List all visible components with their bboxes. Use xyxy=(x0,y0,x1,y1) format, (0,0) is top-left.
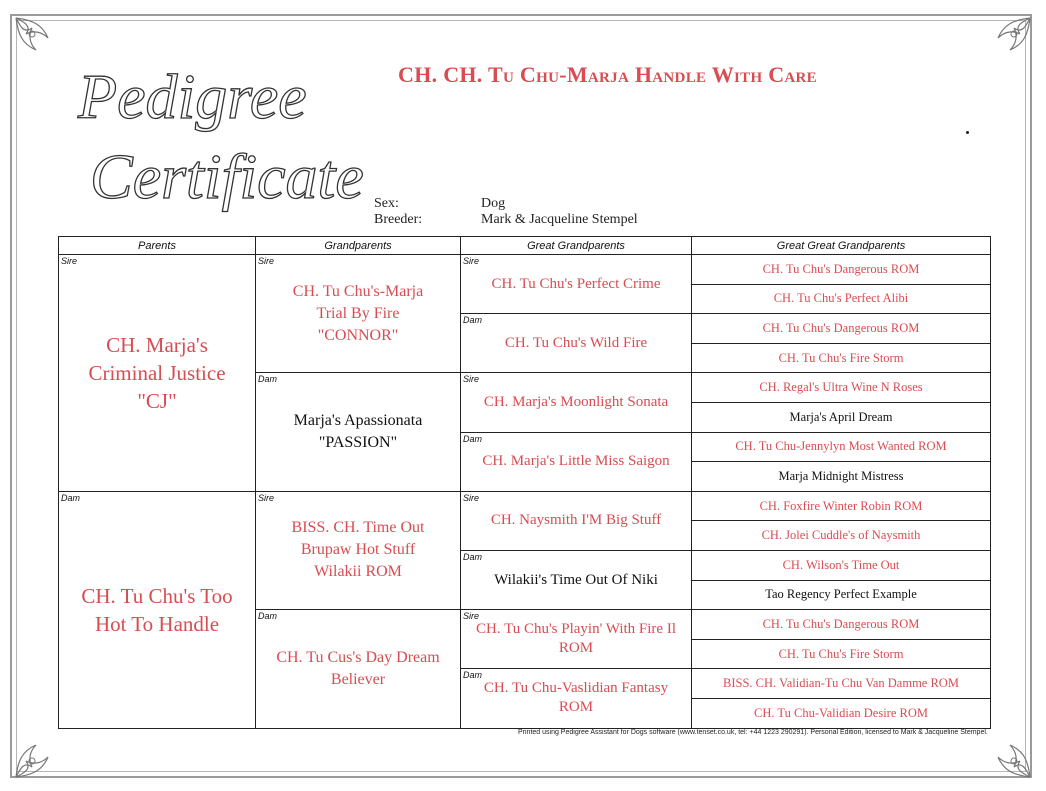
dog-cell xyxy=(692,521,991,551)
dog-name-line: CH. Tu Chu's Perfect Crime xyxy=(491,275,661,292)
dog-name: CH. Tu Chu-Validian Desire ROM xyxy=(754,705,928,720)
sire-tag: Sire xyxy=(463,492,480,503)
dam-tag: Dam xyxy=(463,670,483,681)
dog-name-line: "PASSION" xyxy=(318,434,398,452)
dog-name-title: CH. CH. Tu Chu-Marja Handle With Care xyxy=(398,62,817,87)
logo-line-2: Certificate xyxy=(90,141,364,212)
sex-value: Dog xyxy=(481,196,506,211)
sire-tag: Sire xyxy=(463,256,480,266)
dam-tag: Dam xyxy=(258,611,278,622)
sire-tag: Sire xyxy=(463,374,480,385)
column-header: Great Great Grandparents xyxy=(692,237,991,255)
dog-name-line: CH. Tu Chu's Wild Fire xyxy=(504,334,648,351)
dog-name xyxy=(461,334,691,353)
column-header: Great Grandparents xyxy=(461,237,692,255)
dog-name-line: CH. Tu Chu's Playin' With Fire Il xyxy=(476,621,676,638)
dog-name: Marja's April Dream xyxy=(789,409,893,424)
dog-cell xyxy=(59,491,256,728)
dog-name: Tao Regency Perfect Example xyxy=(765,587,917,602)
dog-name xyxy=(256,410,460,454)
dog-name xyxy=(256,517,460,583)
dog-cell xyxy=(461,669,692,728)
dog-name xyxy=(59,331,255,415)
dog-name-line: Trial By Fire xyxy=(316,304,400,322)
dog-cell xyxy=(692,343,991,373)
dog-name-line: Marja's Apassionata xyxy=(293,412,423,430)
pedigree-certificate-logo xyxy=(64,48,364,218)
dog-name-line: "CJ" xyxy=(137,388,177,413)
corner-ornament-icon xyxy=(12,14,72,74)
dog-cell xyxy=(692,255,991,285)
dog-name: CH. Jolei Cuddle's of Naysmith xyxy=(761,528,921,543)
dog-cell xyxy=(256,491,461,609)
dog-cell xyxy=(692,284,991,314)
dog-name xyxy=(461,511,691,530)
dog-name: CH. Tu Chu's Fire Storm xyxy=(778,350,904,365)
dog-name-line: CH. Marja's Moonlight Sonata xyxy=(483,393,669,410)
dog-name-line: CH. Tu Chu's Too xyxy=(81,583,233,608)
dog-cell xyxy=(256,373,461,491)
dog-name-line: Believer xyxy=(330,670,386,688)
speck xyxy=(966,131,969,134)
dog-cell xyxy=(256,255,461,373)
dog-name-line: CH. Marja's Little Miss Saigon xyxy=(482,453,670,470)
dog-name-line: Brupaw Hot Stuff xyxy=(300,541,416,559)
dog-name xyxy=(256,647,460,691)
dog-name-line: CH. Tu Chu's-Marja xyxy=(292,282,424,300)
column-header: Grandparents xyxy=(256,237,461,255)
dog-cell xyxy=(461,432,692,491)
dog-name xyxy=(461,275,691,294)
corner-ornament-icon xyxy=(12,721,72,781)
dog-cell xyxy=(692,550,991,580)
dog-cell xyxy=(692,373,991,403)
dog-name: CH. Tu Chu's Dangerous ROM xyxy=(762,261,920,276)
dog-name-line: CH. Tu Chu-Vaslidian Fantasy xyxy=(483,680,669,697)
logo-line-1: Pedigree xyxy=(78,61,307,132)
dog-name: CH. Tu Chu's Dangerous ROM xyxy=(762,320,920,335)
dog-cell xyxy=(692,491,991,521)
sire-tag: Sire xyxy=(258,492,275,503)
dog-name-line: ROM xyxy=(558,640,594,657)
dam-tag: Dam xyxy=(258,374,278,385)
dog-cell xyxy=(692,314,991,344)
dog-name-line: "CONNOR" xyxy=(317,326,399,344)
sire-tag: Sire xyxy=(463,611,480,622)
dog-name-line: Wilakii's Time Out Of Niki xyxy=(494,571,658,588)
dog-name: CH. Tu Chu's Fire Storm xyxy=(778,646,904,661)
dog-cell xyxy=(692,669,991,699)
dog-cell xyxy=(461,314,692,373)
dog-name: CH. Tu Chu's Perfect Alibi xyxy=(773,291,909,306)
dog-name: CH. Tu Chu's Dangerous ROM xyxy=(762,616,920,631)
dog-name xyxy=(59,582,255,638)
dog-name: CH. Wilson's Time Out xyxy=(782,557,900,572)
dog-cell xyxy=(461,610,692,669)
sex-label: Sex: xyxy=(374,196,399,211)
dog-name xyxy=(256,281,460,347)
dog-cell xyxy=(461,373,692,432)
dog-name xyxy=(461,393,691,412)
dog-name: BISS. CH. Validian-Tu Chu Van Damme ROM xyxy=(723,676,959,691)
dog-name-line: CH. Naysmith I'M Big Stuff xyxy=(490,512,662,529)
pedigree-table xyxy=(58,236,991,729)
dog-name: CH. Foxfire Winter Robin ROM xyxy=(759,498,923,513)
breeder-value: Mark & Jacqueline Stempel xyxy=(481,212,638,227)
dog-name: Marja Midnight Mistress xyxy=(778,468,904,483)
dog-name: CH. Tu Chu-Jennylyn Most Wanted ROM xyxy=(735,439,947,454)
dog-name-line: Wilakii ROM xyxy=(314,563,402,581)
dog-name-line: ROM xyxy=(558,699,594,716)
dog-name: CH. Regal's Ultra Wine N Roses xyxy=(759,380,923,395)
dog-name-line: CH. Marja's xyxy=(106,332,208,357)
dog-name xyxy=(461,620,691,658)
dam-tag: Dam xyxy=(61,492,81,503)
dog-cell xyxy=(692,402,991,432)
dog-cell xyxy=(461,491,692,550)
dam-tag: Dam xyxy=(463,433,483,444)
dog-name-line: Hot To Handle xyxy=(94,611,220,636)
corner-ornament-icon xyxy=(974,14,1034,74)
dog-name-line: CH. Tu Cus's Day Dream xyxy=(276,648,440,666)
dog-cell xyxy=(692,580,991,610)
sire-tag: Sire xyxy=(61,256,78,266)
breeder-label: Breeder: xyxy=(374,212,423,227)
software-footnote: Printed using Pedigree Assistant for Dogs software (www.tenset.co.uk, tel: +44 1223 290291). Personal Edition, licensed to Mark & Jacqueline Stempel. xyxy=(518,729,988,736)
dog-cell xyxy=(461,255,692,314)
sire-tag: Sire xyxy=(258,256,275,266)
dog-cell xyxy=(692,462,991,492)
column-header: Parents xyxy=(59,237,256,255)
dog-cell xyxy=(461,550,692,609)
dog-name-line: Criminal Justice xyxy=(88,360,226,385)
dog-name xyxy=(461,679,691,717)
dog-name-line: BISS. CH. Time Out xyxy=(291,519,425,537)
dog-cell xyxy=(59,255,256,492)
dog-cell xyxy=(692,639,991,669)
dam-tag: Dam xyxy=(463,551,483,562)
dam-tag: Dam xyxy=(463,315,483,326)
dog-cell xyxy=(692,698,991,728)
dog-cell xyxy=(692,432,991,462)
dog-name xyxy=(461,452,691,471)
dog-cell xyxy=(256,610,461,728)
dog-cell xyxy=(692,610,991,640)
dog-name xyxy=(461,571,691,590)
